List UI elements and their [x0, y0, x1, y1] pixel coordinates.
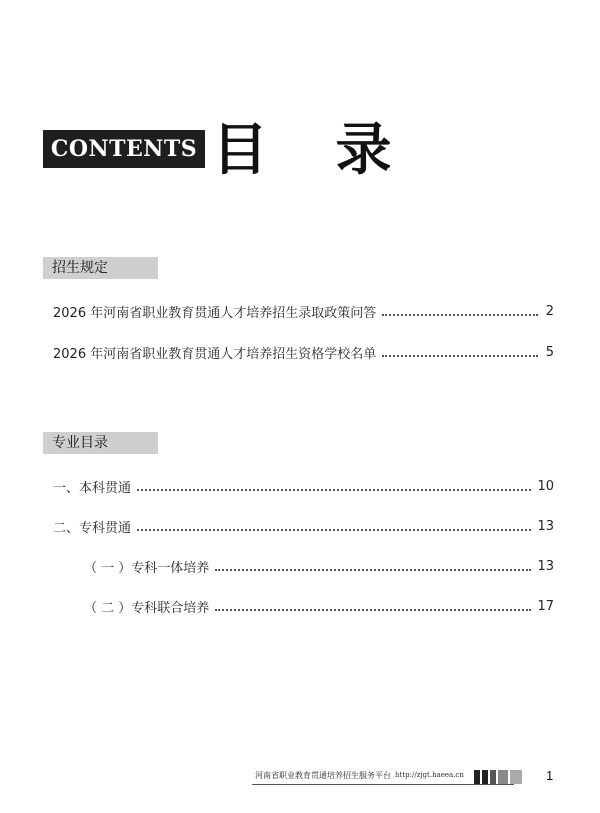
toc-entry[interactable]	[53, 342, 554, 362]
toc-entry[interactable]	[84, 556, 554, 576]
footer-bar	[498, 770, 508, 784]
toc-entry-label: （ 一 ）专科一体培养	[84, 560, 210, 576]
toc-entry[interactable]	[53, 476, 554, 496]
dot-leader	[137, 489, 531, 491]
toc-entry[interactable]	[84, 596, 554, 616]
toc-entry-label: 2026 年河南省职业教育贯通人才培养招生录取政策问答	[53, 305, 377, 321]
footer-bar	[482, 770, 488, 784]
toc-entry-page: 13	[537, 518, 554, 534]
footer-bar	[490, 770, 496, 784]
dot-leader	[382, 355, 538, 357]
dot-leader	[215, 569, 531, 571]
toc-entry-label: 2026 年河南省职业教育贯通人才培养招生资格学校名单	[53, 346, 377, 362]
section-header-major-catalog: 专业目录	[43, 432, 158, 454]
footer-bar	[510, 770, 522, 784]
dot-leader	[215, 609, 531, 611]
footer-platform-name: 河南省职业教育贯通培养招生服务平台	[255, 771, 391, 780]
toc-entry-page: 2	[545, 303, 554, 319]
dot-leader	[137, 529, 531, 531]
toc-entry-label: （ 二 ）专科联合培养	[84, 600, 210, 616]
page-number: 1	[546, 768, 554, 783]
footer-url: http://zjgt.haeea.cn	[395, 771, 464, 779]
toc-entry-label: 一、本科贯通	[53, 480, 132, 496]
contents-label: CONTENTS	[43, 130, 205, 168]
footer-decoration-bars	[474, 770, 524, 784]
page-title: 目 录	[212, 118, 416, 183]
footer-bar	[474, 770, 480, 784]
toc-entry[interactable]	[53, 301, 554, 321]
toc-entry-page: 17	[537, 598, 554, 614]
toc-entry[interactable]	[53, 516, 554, 536]
toc-entry-page: 5	[545, 344, 554, 360]
toc-entry-page: 10	[537, 478, 554, 494]
footer-rule	[252, 784, 514, 785]
toc-entry-page: 13	[537, 558, 554, 574]
dot-leader	[382, 314, 538, 316]
toc-entry-label: 二、专科贯通	[53, 520, 132, 536]
section-header-admission-rules: 招生规定	[43, 257, 158, 279]
